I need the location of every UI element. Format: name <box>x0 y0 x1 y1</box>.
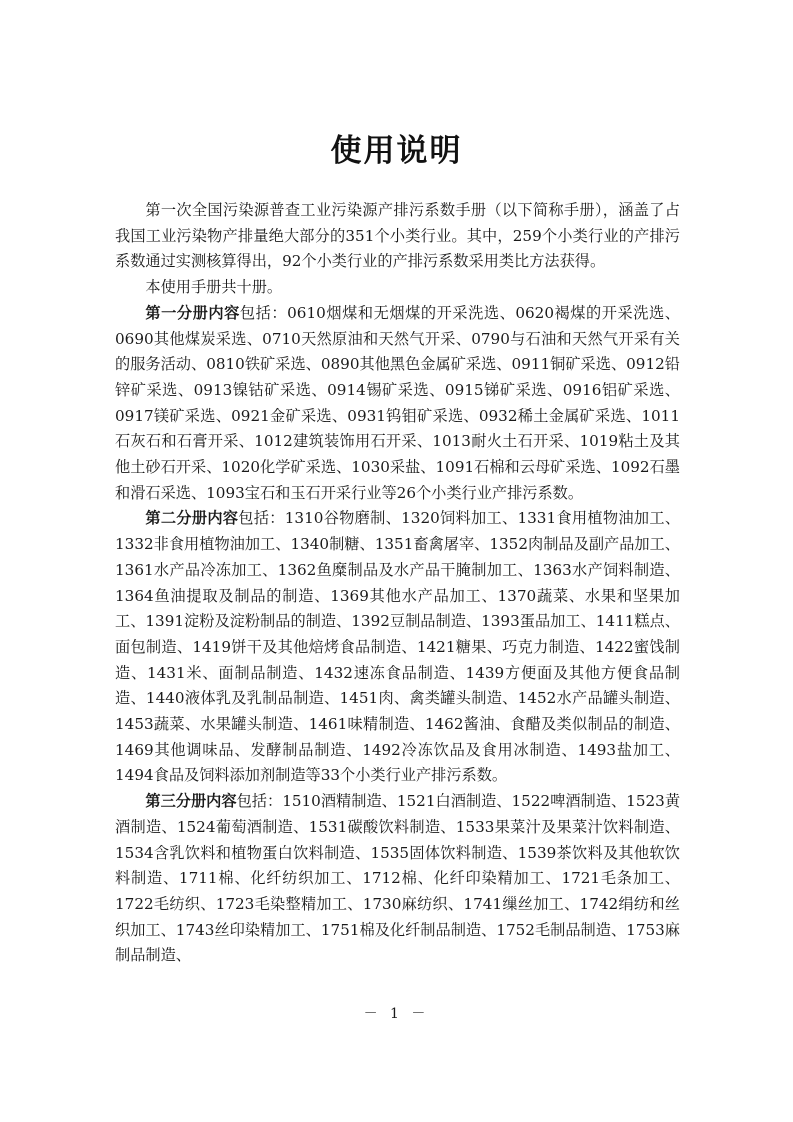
intro-paragraph: 第一次全国污染源普查工业污染源产排污系数手册（以下简称手册），涵盖了占我国工业污染物产排量绝大部分的351个小类行业。其中，259个小类行业的产排污系数通过实测核算得出，92个小类行业的产排污系数采用类比方法获得。 <box>115 201 680 271</box>
volume1-paragraph <box>115 301 680 507</box>
volume1-label: 第一分册内容 <box>145 303 240 322</box>
volume3-label: 第三分册内容 <box>145 792 237 811</box>
volume3-text: 包括：1510酒精制造、1521白酒制造、1522啤酒制造、1523黄酒制造、1524葡萄酒制造、1531碳酸饮料制造、1533果菜汁及果菜汁饮料制造、1534含乳饮料和植物蛋白饮料制造、1535固体饮料制造、1539茶饮料及其他软饮料制造、1711棉、化纤纺织加工、1712棉、化纤印染精加工、1721毛条加工、1722毛纺织、1723毛染整精加工、1730麻纺织、1741缫丝加工、1742绢纺和丝织加工、1743丝印染精加工、1751棉及化纤制品制造、1752毛制品制造、1753麻制品制造、 <box>115 792 681 965</box>
volumes-note-paragraph: 本使用手册共十册。 <box>145 278 283 297</box>
volume2-paragraph <box>115 506 680 789</box>
page-number: － 1 － <box>363 1006 430 1022</box>
volume2-label: 第二分册内容 <box>145 509 239 528</box>
volume3-paragraph <box>115 789 680 969</box>
document-body <box>115 198 680 969</box>
volume1-text: 包括：0610烟煤和无烟煤的开采洗选、0620褐煤的开采洗选、0690其他煤炭采选、0710天然原油和天然气开采、0790与石油和天然气开采有关的服务活动、0810铁矿采选、0890其他黑色金属矿采选、0911铜矿采选、0912铅锌矿采选、0913镍钴矿采选、0914锡矿采选、0915锑矿采选、0916铝矿采选、0917镁矿采选、0921金矿采选、0931钨钼矿采选、0932稀土金属矿采选、1011石灰石和石膏开采、1012建筑装饰用石开采、1013耐火土石开采、1019粘土及其他土砂石开采、1020化学矿采选、1030采盐、1091石棉和云母矿采选、1092石墨和滑石采选、1093宝石和玉石开采行业等26个小类行业产排污系数。 <box>115 303 680 502</box>
page-title: 使用说明 <box>330 133 463 169</box>
volume2-text: 包括：1310谷物磨制、1320饲料加工、1331食用植物油加工、1332非食用植物油加工、1340制糖、1351畜禽屠宰、1352肉制品及副产品加工、1361水产品冷冻加工、1362鱼糜制品及水产品干腌制加工、1363水产饲料制造、1364鱼油提取及制品的制造、1369其他水产品加工、1370蔬菜、水果和坚果加工、1391淀粉及淀粉制品的制造、1392豆制品制造、1393蛋品加工、1411糕点、面包制造、1419饼干及其他焙烤食品制造、1421糖果、巧克力制造、1422蜜饯制造、1431米、面制品制造、1432速冻食品制造、1439方便面及其他方便食品制造、1440液体乳及乳制品制造、1451肉、禽类罐头制造、1452水产品罐头制造、1453蔬菜、水果罐头制造、1461味精制造、1462酱油、食醋及类似制品的制造、1469其他调味品、发酵制品制造、1492冷冻饮品及食用冰制造、1493盐加工、1494食品及饲料添加剂制造等33个小类行业产排污系数。 <box>115 509 681 785</box>
